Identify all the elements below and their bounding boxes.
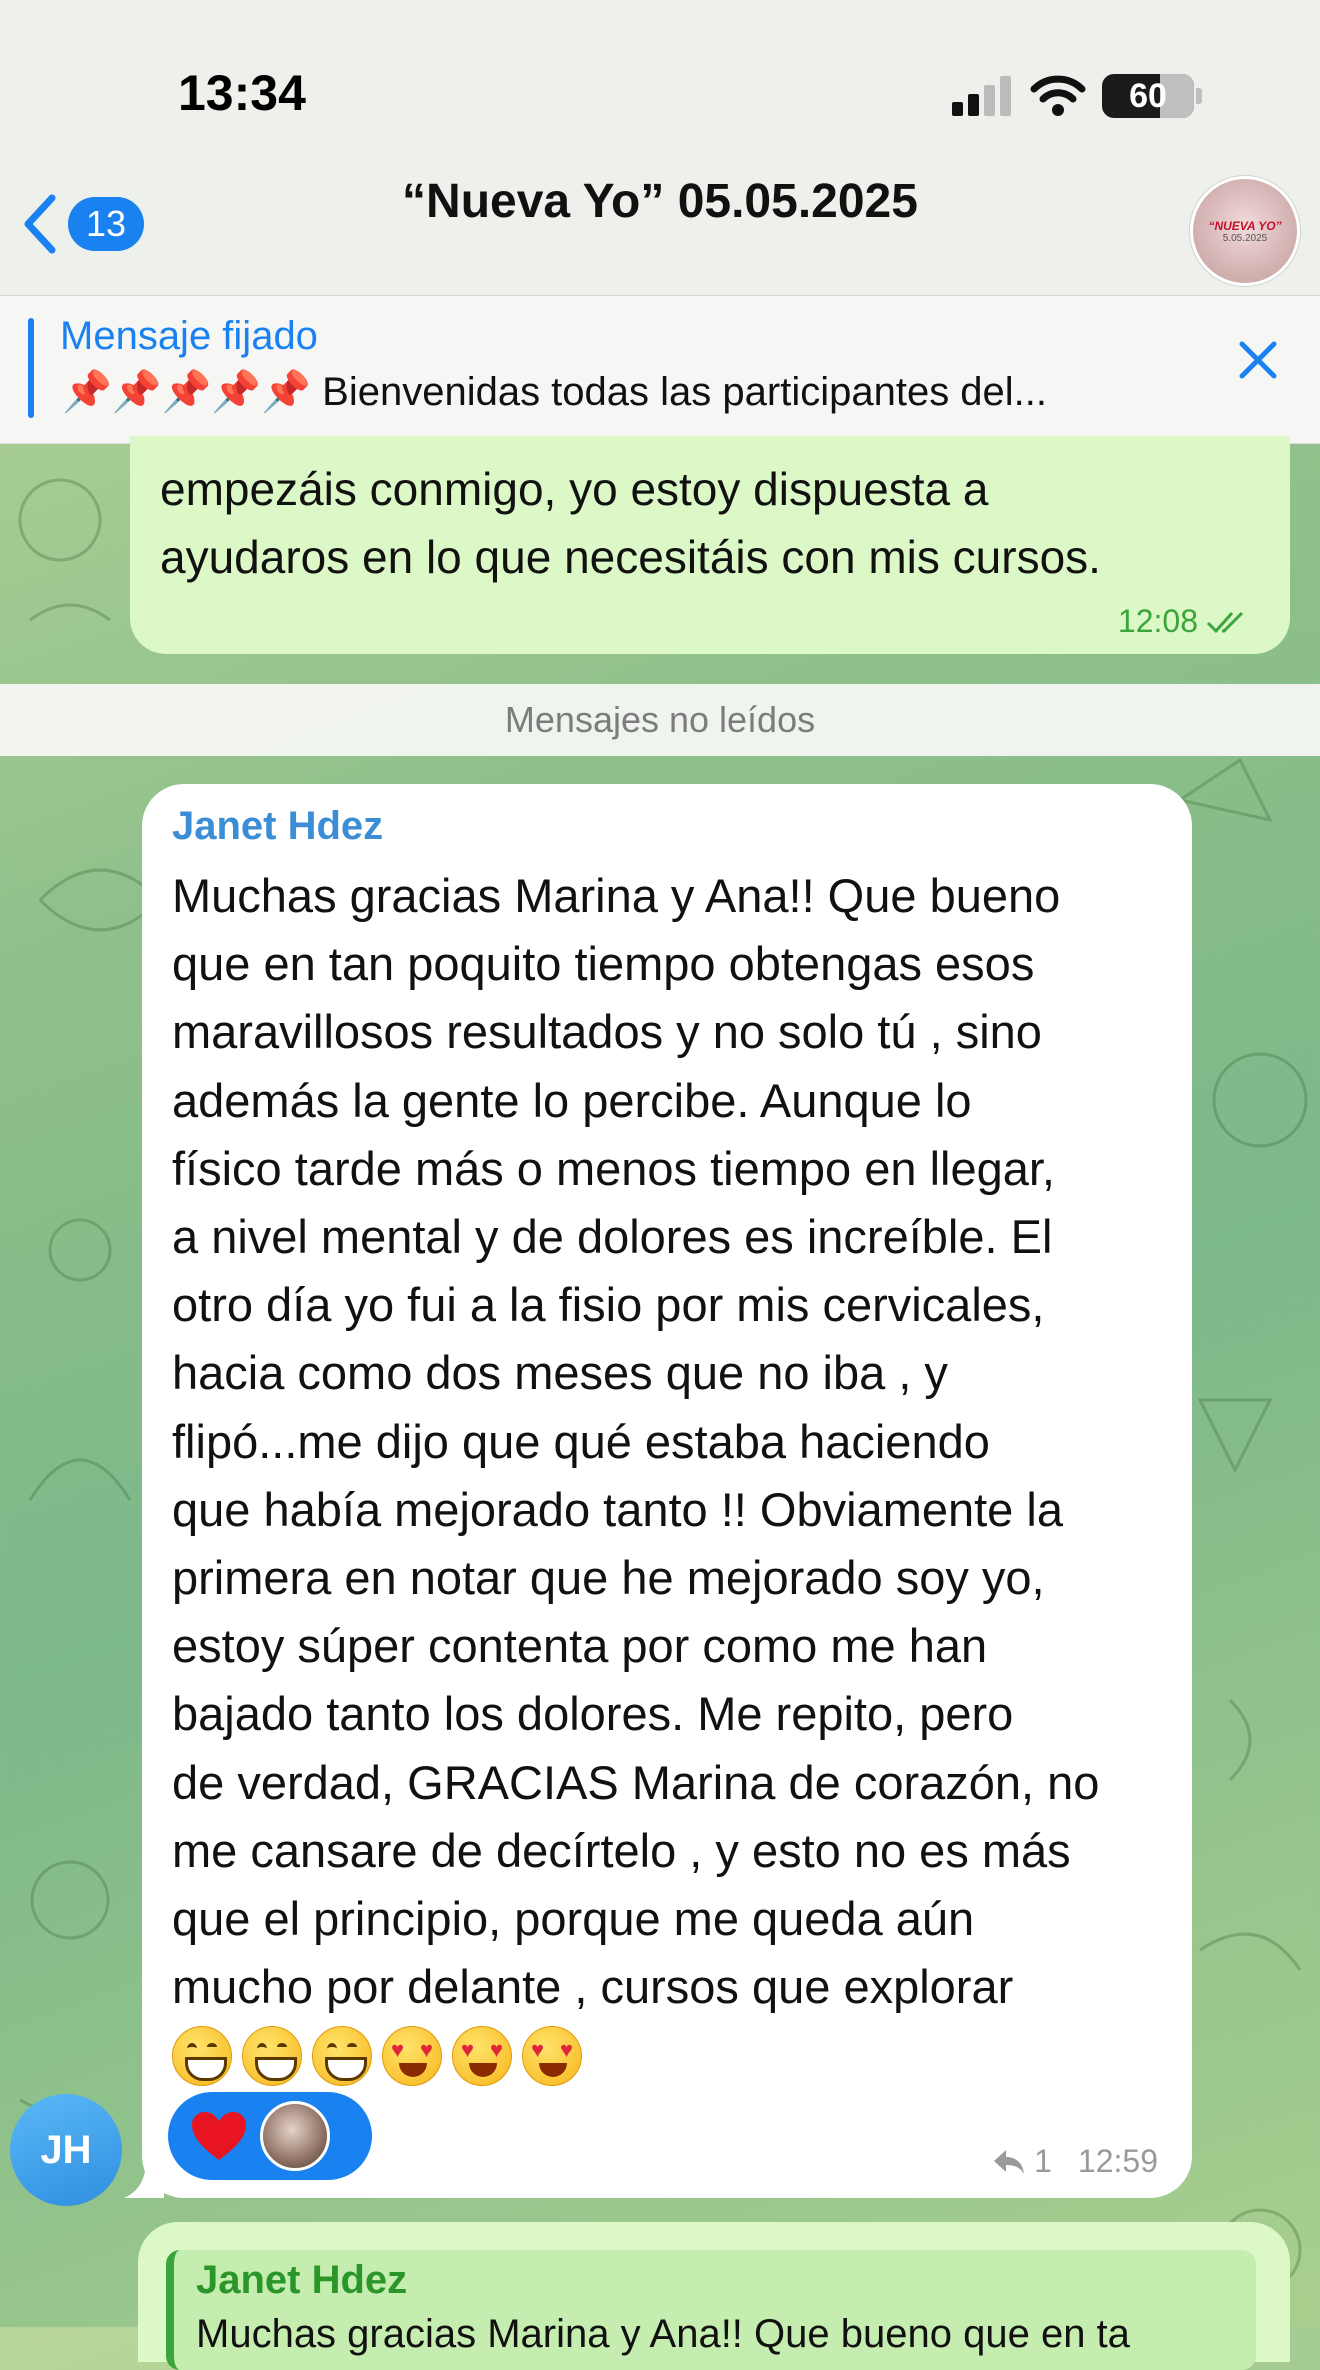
heart-eyes-face-icon: ♥ ♥ <box>382 2026 442 2086</box>
message-line: a nivel mental y de dolores es increíble. El <box>172 1210 1053 1264</box>
message-line: de verdad, GRACIAS Marina de corazón, no <box>172 1755 1100 1809</box>
message-line: estoy súper contenta por como me han <box>172 1619 988 1673</box>
reply-count: 1 <box>1034 2143 1052 2179</box>
battery-level: 60 <box>1129 76 1167 115</box>
message-body <box>172 862 1182 2091</box>
emoji-row <box>172 2021 1182 2091</box>
message-line: físico tarde más o menos tiempo en llegar, <box>172 1141 1055 1195</box>
grinning-face-icon <box>242 2026 302 2086</box>
battery-tip <box>1196 88 1202 104</box>
group-avatar-date: 5.05.2025 <box>1222 232 1268 244</box>
message-line: flipó...me dijo que qué estaba haciendo <box>172 1414 990 1468</box>
reply-quote[interactable] <box>166 2250 1256 2370</box>
close-icon[interactable] <box>1236 338 1280 382</box>
wifi-icon <box>1030 75 1086 117</box>
message-line: primera en notar que he mejorado soy yo, <box>172 1551 1045 1605</box>
group-avatar-text: “NUEVA YO” <box>1208 218 1282 233</box>
message-line: que en tan poquito tiempo obtengas esos <box>172 937 1035 991</box>
message-line: hacia como dos meses que no iba , y <box>172 1346 948 1400</box>
battery-indicator <box>1102 74 1194 118</box>
quoted-sender: Janet Hdez <box>196 2258 408 2302</box>
heart-icon <box>190 2110 248 2162</box>
sender-avatar[interactable]: JH <box>10 2094 122 2206</box>
quoted-text: Muchas gracias Marina y Ana!! Que bueno que en ta <box>196 2312 1130 2356</box>
outgoing-reply-message[interactable] <box>138 2222 1290 2362</box>
message-meta <box>992 2143 1158 2180</box>
bubble-tail <box>124 2160 164 2200</box>
status-time: 13:34 <box>178 65 306 121</box>
pinned-accent-bar <box>28 318 34 418</box>
pinned-message-bar[interactable] <box>0 296 1320 444</box>
heart-eyes-face-icon: ♥ ♥ <box>452 2026 512 2086</box>
message-line: bajado tanto los dolores. Me repito, pero <box>172 1687 1014 1741</box>
double-check-icon <box>1206 609 1250 635</box>
message-line: me cansare de decírtelo , y esto no es más <box>172 1823 1071 1877</box>
message-line: que el principio, porque me queda aún <box>172 1892 975 1946</box>
group-avatar[interactable] <box>1190 176 1300 286</box>
message-line: mucho por delante , cursos que explorar <box>172 1960 1014 2014</box>
message-line: empezáis conmigo, yo estoy dispuesta a <box>160 463 989 515</box>
outgoing-message[interactable] <box>130 436 1290 654</box>
reactor-avatar <box>260 2101 330 2171</box>
chat-header <box>0 0 1320 296</box>
signal-icon <box>952 76 1014 116</box>
message-line: ayudaros en lo que necesitáis con mis cursos. <box>160 531 1101 583</box>
message-line: maravillosos resultados y no solo tú , sino <box>172 1005 1042 1059</box>
reaction-chip[interactable] <box>168 2092 372 2180</box>
message-time: 12:59 <box>1077 2143 1158 2179</box>
unread-divider: Mensajes no leídos <box>0 684 1320 756</box>
chat-title[interactable]: “Nueva Yo” 05.05.2025 <box>402 175 918 228</box>
heart-eyes-face-icon: ♥ ♥ <box>522 2026 582 2086</box>
message-meta <box>1118 603 1250 640</box>
grinning-face-icon <box>172 2026 232 2086</box>
status-icons <box>952 74 1202 118</box>
pinned-label: Mensaje fijado <box>60 314 318 358</box>
message-line: Muchas gracias Marina y Ana!! Que bueno <box>172 869 1061 922</box>
incoming-message[interactable] <box>142 784 1192 2198</box>
sender-name[interactable]: Janet Hdez <box>172 804 384 848</box>
reply-icon[interactable] <box>992 2148 1026 2176</box>
pinned-text: 📌📌📌📌📌 Bienvenidas todas las participantes del... <box>62 370 1048 414</box>
message-line: que había mejorado tanto !! Obviamente la <box>172 1482 1063 1536</box>
message-line: otro día yo fui a la fisio por mis cervicales, <box>172 1278 1045 1332</box>
message-time: 12:08 <box>1117 603 1198 639</box>
message-line: además la gente lo percibe. Aunque lo <box>172 1073 972 1127</box>
grinning-face-icon <box>312 2026 372 2086</box>
unread-count-badge: 13 <box>68 197 144 251</box>
